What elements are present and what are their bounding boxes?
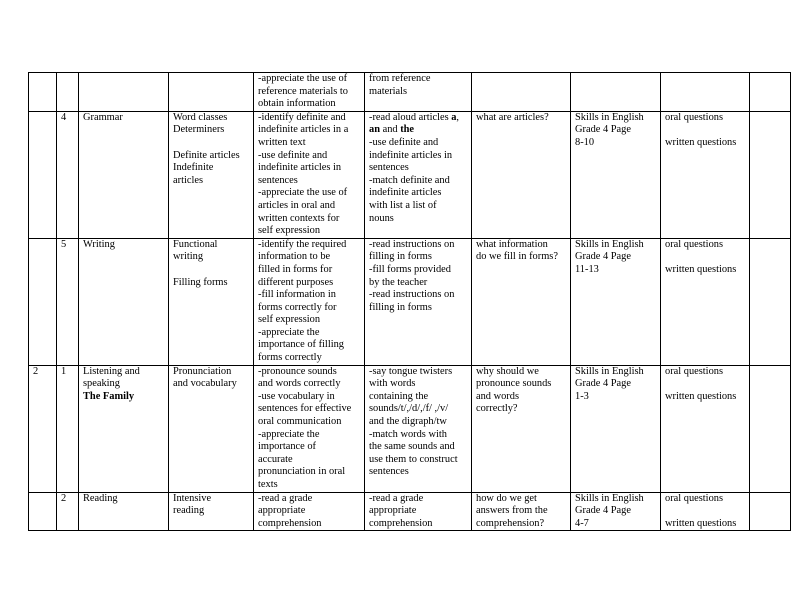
assessment-written: written questions [665, 390, 737, 402]
assessment-oral: oral questions [665, 365, 724, 377]
table-row [29, 111, 791, 238]
activity-text: and [379, 124, 401, 136]
key-question-cell: what are articles? [472, 111, 571, 238]
activity-text: -read aloud articles [369, 111, 452, 123]
assessment-written: written questions [665, 136, 737, 148]
assessment-cell [661, 111, 750, 238]
lesson-cell: 2 [57, 492, 79, 531]
key-question-cell [472, 73, 571, 112]
activity-text: -use definite and indefinite articles in sentences -match definite and indefinite articles with list a list of nouns [369, 136, 453, 224]
resources-cell [571, 73, 661, 112]
outcomes-cell: -appreciate the use of reference materials to obtain information [254, 73, 365, 112]
strand-cell: Reading [79, 492, 169, 531]
remarks-cell [750, 492, 791, 531]
strand-cell: Writing [79, 238, 169, 365]
week-cell [29, 73, 57, 112]
outcomes-cell: -identify definite and indefinite articles in a written text -use definite and indefinite articles in sentences -appreciate the use of articles in oral and written contexts for self expression [254, 111, 365, 238]
table-row [29, 492, 791, 531]
outcomes-cell: -read a grade appropriate comprehension [254, 492, 365, 531]
outcomes-cell: -identify the required information to be filled in forms for different purposes -fill information in forms correctly for self expression -appreciate the importance of filling forms correctly [254, 238, 365, 365]
remarks-cell [750, 111, 791, 238]
remarks-cell [750, 73, 791, 112]
strand-cell: Grammar [79, 111, 169, 238]
strand-cell [79, 365, 169, 492]
assessment-oral: oral questions [665, 238, 724, 250]
lesson-cell [57, 73, 79, 112]
scheme-of-work-table [28, 72, 791, 531]
sub-strand-cell: Intensive reading [169, 492, 254, 531]
theme-title: The Family [83, 390, 135, 402]
week-cell [29, 492, 57, 531]
activities-cell: -read instructions on filling in forms -fill forms provided by the teacher -read instructions on filling in forms [365, 238, 472, 365]
table-row [29, 238, 791, 365]
remarks-cell [750, 238, 791, 365]
lesson-cell: 4 [57, 111, 79, 238]
activities-cell: -read a grade appropriate comprehension [365, 492, 472, 531]
week-cell [29, 238, 57, 365]
assessment-oral: oral questions [665, 111, 724, 123]
outcomes-cell: -pronounce sounds and words correctly -use vocabulary in sentences for effective oral communication -appreciate the importance of accurate pronunciation in oral texts [254, 365, 365, 492]
table-row [29, 365, 791, 492]
key-question-cell: what information do we fill in forms? [472, 238, 571, 365]
assessment-cell [661, 365, 750, 492]
resources-cell: Skills in English Grade 4 Page 1-3 [571, 365, 661, 492]
article-an: an [369, 124, 380, 136]
table-row [29, 73, 791, 112]
lesson-cell: 5 [57, 238, 79, 365]
assessment-oral: oral questions [665, 492, 724, 504]
strand-cell [79, 73, 169, 112]
key-question-cell: why should we pronounce sounds and words correctly? [472, 365, 571, 492]
activities-cell: from reference materials [365, 73, 472, 112]
resources-cell: Skills in English Grade 4 Page 4-7 [571, 492, 661, 531]
sub-strand-cell: Word classes Determiners Definite articles Indefinite articles [169, 111, 254, 238]
resources-cell: Skills in English Grade 4 Page 8-10 [571, 111, 661, 238]
sub-strand-cell [169, 73, 254, 112]
activities-cell: -say tongue twisters with words containing the sounds/t/,/d/,/f/ ,/v/ and the digraph/tw -match words with the same sounds and use them to construct sentences [365, 365, 472, 492]
sub-strand-cell: Functional writing Filling forms [169, 238, 254, 365]
week-cell: 2 [29, 365, 57, 492]
assessment-cell [661, 492, 750, 531]
strand-text: Listening and speaking [83, 365, 140, 390]
assessment-written: written questions [665, 263, 737, 275]
sub-strand-cell: Pronunciation and vocabulary [169, 365, 254, 492]
key-question-cell: how do we get answers from the comprehension? [472, 492, 571, 531]
assessment-cell [661, 238, 750, 365]
activity-text: , [456, 111, 460, 123]
lesson-cell: 1 [57, 365, 79, 492]
assessment-written: written questions [665, 517, 737, 529]
article-a: a [451, 111, 457, 123]
resources-cell: Skills in English Grade 4 Page 11-13 [571, 238, 661, 365]
assessment-cell [661, 73, 750, 112]
article-the: the [400, 124, 415, 136]
remarks-cell [750, 365, 791, 492]
week-cell [29, 111, 57, 238]
activities-cell [365, 111, 472, 238]
